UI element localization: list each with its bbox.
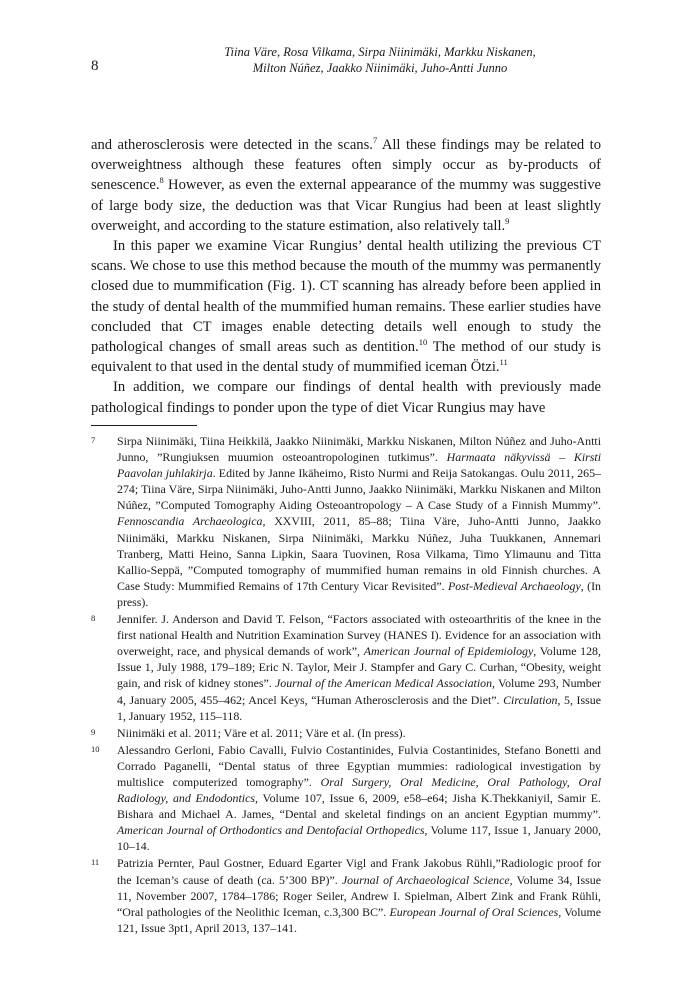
footnote-italic: Oral Surgery, Oral Medicine, Oral Pathology, Oral Radiology, and Endodontics	[117, 774, 602, 806]
footnote-text: Alessandro Gerloni, Fabio Cavalli, Fulvio Costantinides, Fulvia Costantinides, Stefano Bonetti and Corrado Paganelli, “Dental status of three Egyptian mummies: radiological investigation by multislice computerized tomography”.	[117, 742, 601, 789]
main-text	[91, 135, 601, 418]
footnote-text: Sirpa Niinimäki, Tiina Heikkilä, Jaakko Niinimäki, Markku Niskanen, Milton Núñez and Juho-Antti Junno, ”Rungiuksen muumion osteoantropologinen tutkimus”.	[117, 434, 601, 465]
paragraph-1	[91, 135, 601, 236]
paragraph-2-text-a: In this paper we examine Vicar Rungius’ dental health utilizing the previous CT scans. We chose to use this method because the mouth of the mummy was permanently closed due to mummification (Fig. 1). CT scanning has already before been applied in the study of dental health of the mummified human remains. These earlier studies have concluded that CT images enable detecting details well enough to study the pathological changes of small areas such as dentition.	[91, 238, 601, 356]
running-head	[160, 44, 600, 76]
footnote-text: Volume 117, Issue 1, January 2000, 10–14.	[117, 823, 601, 854]
footnote-8	[91, 611, 601, 724]
footnote-italic: Harmaata näkyvissä – Kirsti Paavolan juhlakirja	[117, 450, 601, 481]
footnote-text: Volume 293, Number 4, January 2005, 455–462; Ancel Keys, “Human Atherosclerosis and the Diet”.	[117, 676, 601, 707]
footnote-italic: Journal of Archaeological Science,	[341, 872, 513, 887]
running-head-line-2: Milton Núñez, Jaakko Niinimäki, Juho-Antti Junno	[252, 61, 508, 75]
paragraph-1-text-c: However, as even the external appearance of the mummy was suggestive of large body size, the deduction was that Vicar Rungius had been at least slightly overweight, and according to the stature estimation, also relatively tall.	[91, 177, 601, 234]
footnote-italic: American Journal of Epidemiology	[363, 644, 534, 659]
footnote-text: , 5, Issue 1, January 1952, 115–118.	[117, 692, 601, 723]
paragraph-2	[91, 236, 601, 377]
footnote-text: , Volume 128, Issue 1, July 1988, 179–189; Eric N. Taylor, Meir J. Stampfer and Gary C. Curhan, “Obesity, weight gain, and risk of kidney stones”.	[117, 644, 601, 691]
footnote-text: Volume 34, Issue 11, November 2007, 1784–1786; Roger Seiler, Andrew I. Spielman, Albert Zink and Frank Rühli, “Oral pathologies of the Neolithic Iceman, c.3,300 BC”.	[117, 872, 601, 919]
footnote-number: 10	[91, 743, 100, 754]
footnote-text: Niinimäki et al. 2011; Väre et al. 2011; Väre et al. (In press).	[117, 725, 406, 740]
paragraph-2-text-b: The method of our study is equivalent to that used in the dental study of mummified iceman Ötzi.	[91, 339, 601, 376]
footnote-ref-9: 9	[505, 215, 510, 226]
footnote-italic: American Journal of Orthodontics and Dentofacial Orthopedics,	[117, 823, 428, 838]
footnote-text: , Volume 107, Issue 6, 2009, e58–e64; Jisha K.Thekkaniyil, Samir E. Bishara and Michael A. James, “Dental and skeletal findings on an ancient Egyptian mummy”.	[117, 791, 602, 822]
paragraph-3-text: In addition, we compare our findings of dental health with previously made pathological findings to ponder upon the type of diet Vicar Rungius may have	[91, 379, 601, 416]
footnote-italic: Circulation	[503, 692, 558, 707]
footnote-7	[91, 433, 601, 610]
footnote-number: 9	[91, 726, 96, 737]
footnote-text: . Edited by Janne Ikäheimo, Risto Nurmi and Reija Satokangas. Oulu 2011, 265–274; Tiina Väre, Sirpa Niinimäki, Juho-Antti Junno, Jaakko Niinimäki, Markku Niskanen and Milton Núñez, ”Computed Tomography Aiding Osteoantropology – A Case Study of a Finnish Mummy”.	[117, 466, 601, 513]
footnote-10	[91, 742, 601, 855]
page-number: 8	[91, 58, 99, 74]
footnote-ref-10: 10	[418, 337, 428, 348]
running-head-line-1: Tiina Väre, Rosa Vilkama, Sirpa Niinimäki, Markku Niskanen,	[224, 45, 536, 59]
footnote-rule	[91, 425, 197, 426]
footnotes	[91, 433, 601, 937]
footnote-text: Jennifer. J. Anderson and David T. Felson, “Factors associated with osteoarthritis of the knee in the first national Health and Nutrition Examination Survey (HANES I). Evidence for an association with overweight, race, and physical demands of work”,	[117, 612, 601, 659]
footnote-text: XXVIII, 2011, 85–88; Tiina Väre, Juho-Antti Junno, Jaakko Niinimäki, Markku Niskanen, Sirpa Niinimäki, Markku Núñez, Juha Tuukkanen, Annemari Tranberg, Matti Heino, Sanna Lipkin, Saara Tuovinen, Rosa Vilkama, Timo Ylimaunu and Titta Kallio-Seppä, ”Computed tomography of mummified human remains in old Finnish churches. A Case Study: Mummified Remains of 17th Century Vicar Revisited”.	[117, 514, 601, 593]
footnote-italic: Fennoscandia Archaeologica,	[117, 514, 266, 529]
paragraph-3	[91, 377, 601, 417]
footnote-ref-11: 11	[499, 357, 508, 368]
footnote-text: Patrizia Pernter, Paul Gostner, Eduard Egarter Vigl and Frank Jakobus Rühli,”Radiologic proof for the Iceman’s cause of death (ca. 5’300 BP)”.	[117, 856, 601, 887]
footnote-italic: European Journal of Oral Sciences,	[389, 904, 562, 919]
paragraph-1-text-b: All these findings may be related to overweightness although these features often simply occur as by-products of senescence.	[91, 137, 601, 194]
footnote-italic: Post-Medieval Archaeology	[447, 578, 581, 593]
footnote-11	[91, 855, 601, 935]
footnote-text: Volume 121, Issue 3pt1, April 2013, 137–141.	[117, 904, 601, 935]
footnote-italic: Journal of the American Medical Association,	[274, 676, 496, 691]
footnote-ref-7: 7	[372, 135, 378, 146]
footnote-number: 11	[91, 857, 100, 868]
footnote-number: 7	[91, 435, 96, 445]
footnote-text: , (In press).	[117, 578, 601, 609]
footnote-number: 8	[91, 613, 96, 624]
footnote-ref-8: 8	[159, 175, 164, 186]
paragraph-1-text-a: and atherosclerosis were detected in the scans.	[91, 137, 373, 153]
footnote-9	[91, 725, 601, 741]
